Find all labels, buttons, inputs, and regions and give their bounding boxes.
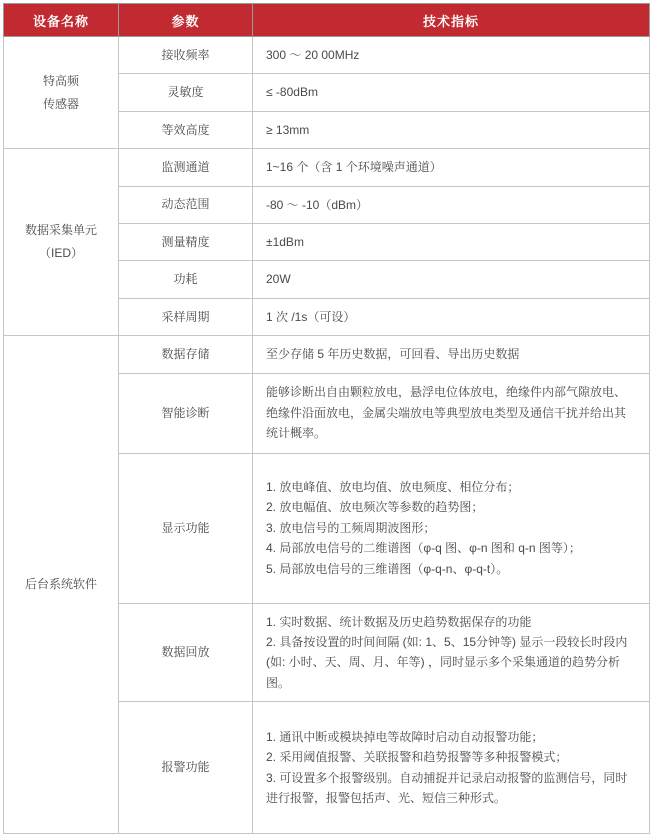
spec-text: 300 ～ 20 00MHz <box>266 48 360 62</box>
spec-cell <box>253 149 650 186</box>
spec-cell <box>253 336 650 373</box>
header-tech-spec: 技术指标 <box>253 4 650 37</box>
spec-text: ≥ 13mm <box>266 122 310 137</box>
header-device-name: 设备名称 <box>4 4 119 37</box>
spec-text: 2. 放电幅值、放电频次等参数的趋势图； <box>266 500 484 515</box>
spec-cell <box>253 223 650 260</box>
spec-text: 3. 放电信号的工频周期波图形； <box>266 520 436 535</box>
param-cell: 灵敏度 <box>119 74 253 111</box>
spec-cell <box>253 453 650 603</box>
param-cell: 智能诊断 <box>119 373 253 453</box>
spec-cell <box>253 111 650 148</box>
spec-text: ±1dBm <box>266 234 304 249</box>
device-name-line: 数据采集单元 <box>24 223 97 238</box>
spec-cell <box>253 298 650 335</box>
spec-text: 能够诊断出自由颗粒放电，悬浮电位体放电，绝缘件内部气隙放电、绝缘件沿面放电，金属尖端放电等典型放电类型及通信干扰并给出其统计概率。 <box>266 385 627 441</box>
param-cell: 采样周期 <box>119 298 253 335</box>
spec-text: 20W <box>266 272 291 287</box>
spec-text: 4. 局部放电信号的二维谱图（φ-q 图、φ-n 图和 q-n 图等）； <box>266 541 581 556</box>
spec-text: -80 ～ -10（dBm） <box>266 197 369 212</box>
spec-text: 2. 采用阈值报警、关联报警和趋势报警等多种报警模式； <box>266 750 568 765</box>
spec-text: ≤ -80dBm <box>266 85 318 100</box>
device-name-line: （IED） <box>38 246 83 261</box>
table-row <box>4 149 650 186</box>
spec-text: 1. 放电峰值、放电均值、放电频度、相位分布； <box>266 480 520 495</box>
param-cell: 报警功能 <box>119 702 253 834</box>
param-cell: 接收频率 <box>119 37 253 74</box>
param-cell: 监测通道 <box>119 149 253 186</box>
device-name-line: 传感器 <box>42 96 79 111</box>
spec-cell <box>253 74 650 111</box>
spec-cell <box>253 603 650 702</box>
spec-text: 1. 通讯中断或模块掉电等故障时启动自动报警功能； <box>266 729 544 744</box>
param-cell: 数据存储 <box>119 336 253 373</box>
spec-text: 1. 实时数据、统计数据及历史趋势数据保存的功能 <box>266 614 532 629</box>
spec-cell <box>253 261 650 298</box>
spec-cell <box>253 373 650 453</box>
table-row <box>4 37 650 74</box>
param-cell: 测量精度 <box>119 223 253 260</box>
device-cell-ied <box>4 149 119 336</box>
spec-text: 1 次 /1s（可设） <box>266 309 356 324</box>
spec-text: 至少存储 5 年历史数据，可回看、导出历史数据 <box>266 347 520 362</box>
spec-text: 2. 具备按设置的时间间隔 (如: 1、5、15分钟等) 显示一段较长时段内 (如: 小时、天、周、月、年等) ，同时显示多个采集通道的趋势分析图。 <box>266 634 628 690</box>
spec-cell <box>253 186 650 223</box>
device-cell-backend-software <box>4 336 119 834</box>
param-cell: 功耗 <box>119 261 253 298</box>
device-cell-uhf-sensor <box>4 37 119 149</box>
param-cell: 显示功能 <box>119 453 253 603</box>
spec-text: 3. 可设置多个报警级别。自动捕捉并记录启动报警的监测信号，同时进行报警，报警包括声、光、短信三种形式。 <box>266 770 628 805</box>
spec-text: 5. 局部放电信号的三维谱图（φ-q-n、φ-q-t）。 <box>266 561 509 576</box>
param-cell: 动态范围 <box>119 186 253 223</box>
header-parameter: 参数 <box>119 4 253 37</box>
spec-cell <box>253 702 650 834</box>
spec-text: 1~16 个（含 1 个环境噪声通道） <box>266 160 442 175</box>
device-name-line: 后台系统软件 <box>24 577 97 592</box>
param-cell: 数据回放 <box>119 603 253 702</box>
spec-cell <box>253 37 650 74</box>
spec-table <box>3 3 650 834</box>
table-row <box>4 336 650 373</box>
header-row <box>4 4 650 37</box>
param-cell: 等效高度 <box>119 111 253 148</box>
device-name-line: 特高频 <box>42 73 79 88</box>
